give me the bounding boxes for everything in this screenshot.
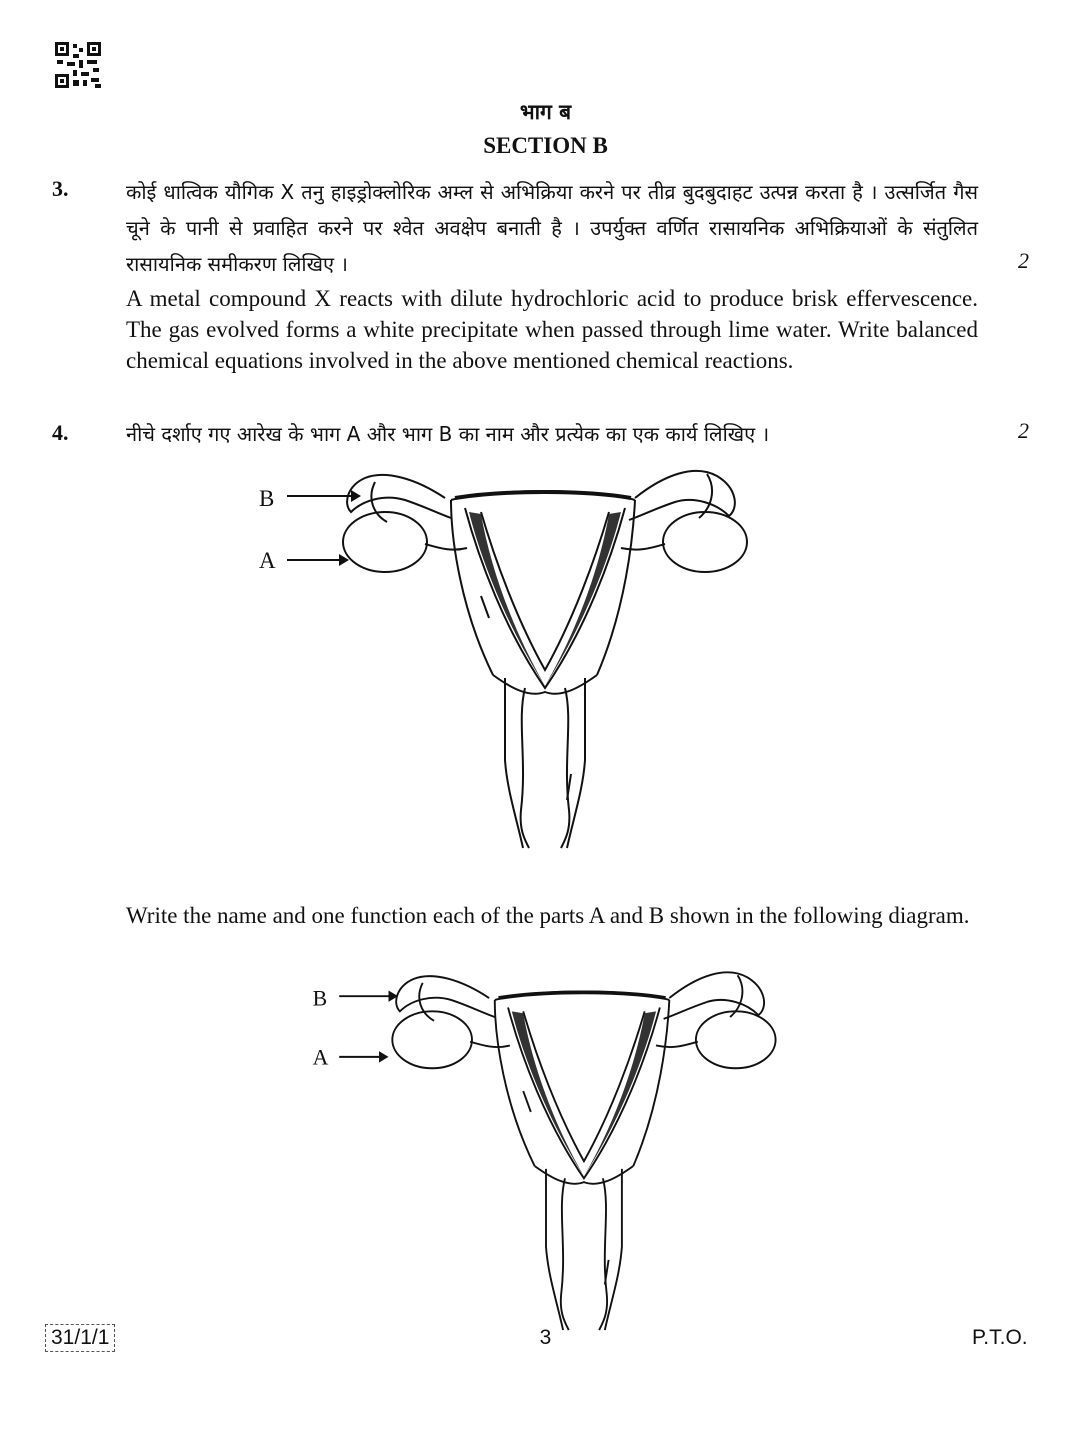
question-text-hindi: कोई धात्विक यौगिक X तनु हाइड्रोक्लोरिक अम्ल से अभिक्रिया करने पर तीव्र बुदबुदाहट उत्पन्न करता है । उत्सर्जित गैस चूने के पानी से प्रवाहित करने पर श्वेत अवक्षेप बनाती है । उपर्युक्त वर्णित रासायनिक अभिक्रियाओं के संतुलित रासायनिक समीकरण लिखिए । xyxy=(126,180,978,276)
question-number: 4. xyxy=(52,420,69,445)
section-title-hindi: भाग ब xyxy=(519,99,572,124)
question-number: 3. xyxy=(52,176,69,201)
diagram-label-b: B xyxy=(259,486,275,511)
question-text-english: Write the name and one function each of the parts A and B shown in the following diagram. xyxy=(126,903,970,928)
section-title-english: SECTION B xyxy=(483,133,608,158)
diagram-label-b: B xyxy=(312,986,328,1011)
question-marks: 2 xyxy=(1018,248,1029,273)
uterus-diagram xyxy=(296,962,796,1332)
question-text-hindi: नीचे दर्शाए गए आरेख के भाग A और भाग B का नाम और प्रत्येक का एक कार्य लिखिए । xyxy=(126,422,770,446)
pto-label: P.T.O. xyxy=(972,1326,1028,1349)
diagram-label-a: A xyxy=(259,548,276,573)
paper-code: 31/1/1 xyxy=(45,1324,115,1352)
question-text-english: A metal compound X reacts with dilute hydrochloric acid to produce brisk effervescence. The gas evolved forms a white precipitate when passed through lime water. Write balanced chemical equations involved in the above mentioned chemical reactions. xyxy=(126,286,978,373)
page-number: 3 xyxy=(539,1326,552,1349)
diagram-label-a: A xyxy=(312,1045,329,1070)
uterus-diagram xyxy=(255,460,755,850)
qr-code-icon xyxy=(55,42,101,88)
question-marks: 2 xyxy=(1018,418,1029,443)
